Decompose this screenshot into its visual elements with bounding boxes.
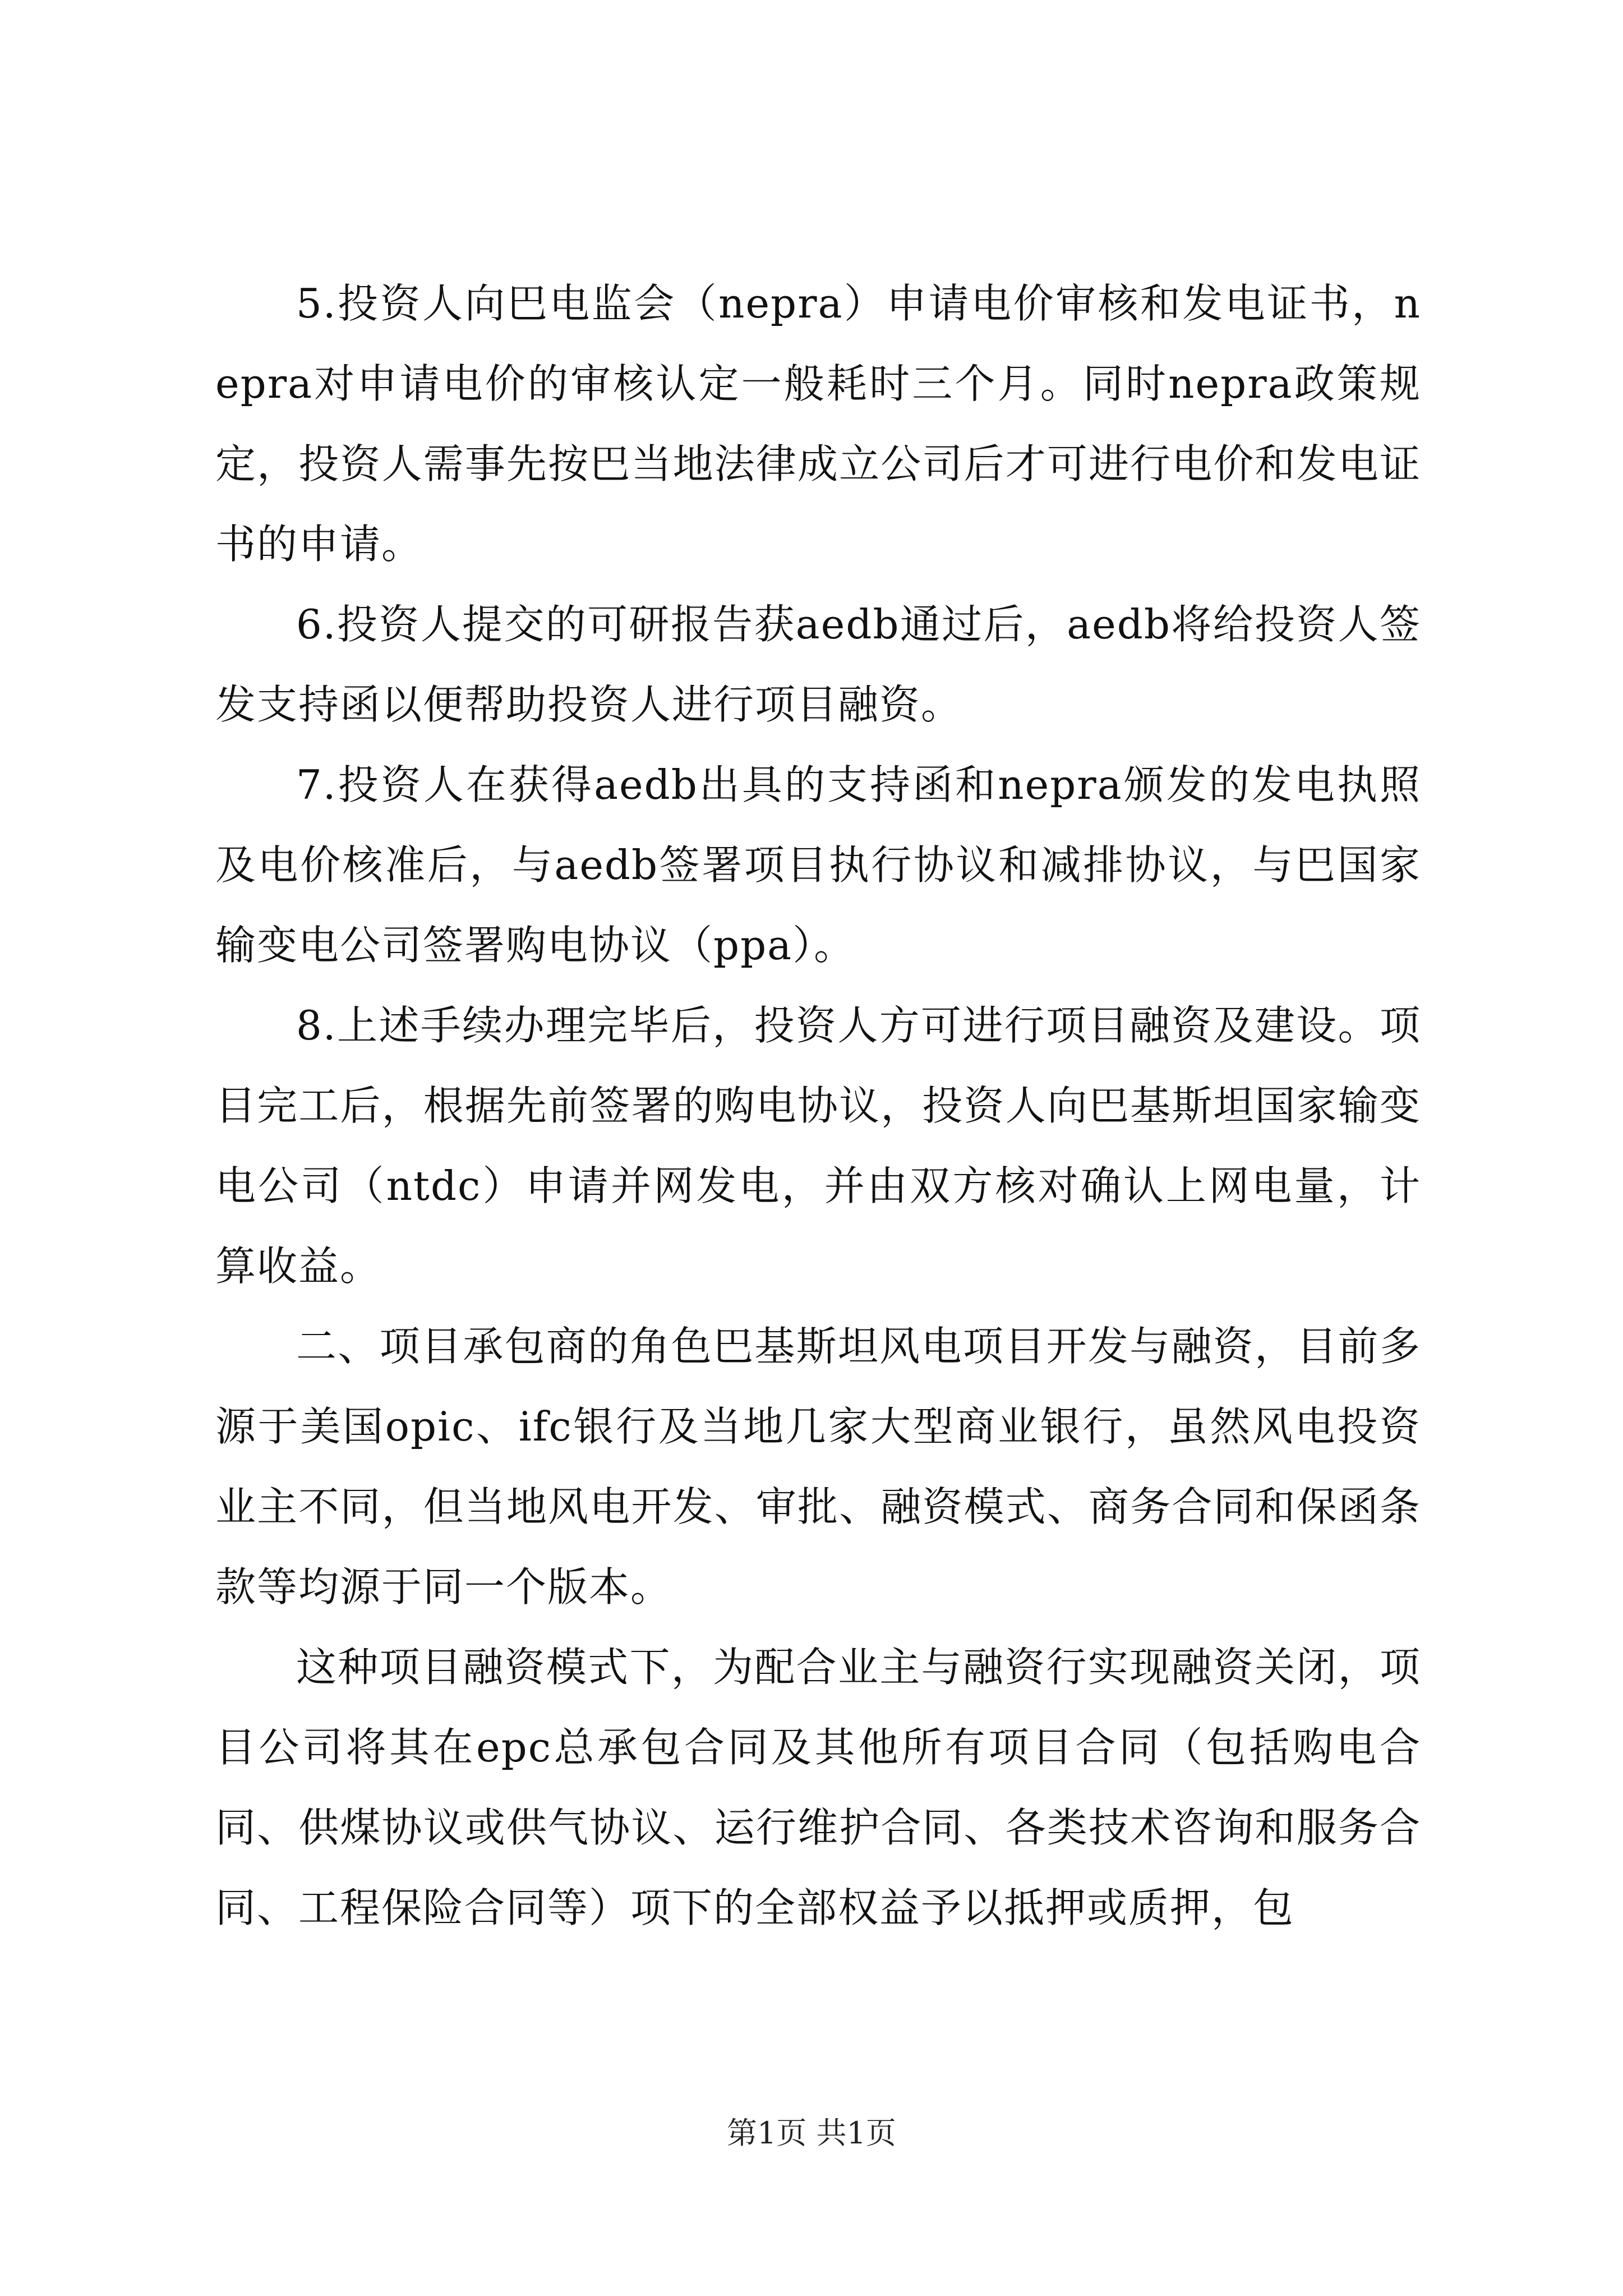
paragraph-6: 6.投资人提交的可研报告获aedb通过后，aedb将给投资人签发支持函以便帮助投资人进行项目融资。: [215, 601, 1421, 728]
page-footer: 第1页 共1页: [727, 2115, 896, 2151]
document-body: [215, 264, 1421, 1948]
paragraph-7: 7.投资人在获得aedb出具的支持函和nepra颁发的发电执照及电价核准后，与aedb签署项目执行协议和减排协议，与巴国家输变电公司签署购电协议（ppa）。: [215, 761, 1421, 969]
paragraph-8: 8.上述手续办理完毕后，投资人方可进行项目融资及建设。项目完工后，根据先前签署的购电协议，投资人向巴基斯坦国家输变电公司（ntdc）申请并网发电，并由双方核对确认上网电量，计算收益。: [215, 1002, 1421, 1290]
paragraph-5: 5.投资人向巴电监会（nepra）申请电价审核和发电证书，nepra对申请电价的审核认定一般耗时三个月。同时nepra政策规定，投资人需事先按巴当地法律成立公司后才可进行电价和发电证书的申请。: [215, 280, 1421, 568]
paragraph-section-2: 二、项目承包商的角色巴基斯坦风电项目开发与融资，目前多源于美国opic、ifc银行及当地几家大型商业银行，虽然风电投资业主不同，但当地风电开发、审批、融资模式、商务合同和保函条款等均源于同一个版本。: [215, 1323, 1421, 1611]
paragraph-financing-model: 这种项目融资模式下，为配合业主与融资行实现融资关闭，项目公司将其在epc总承包合同及其他所有项目合同（包括购电合同、供煤协议或供气协议、运行维护合同、各类技术咨询和服务合同、工程保险合同等）项下的全部权益予以抵押或质押，包: [215, 1644, 1421, 1931]
